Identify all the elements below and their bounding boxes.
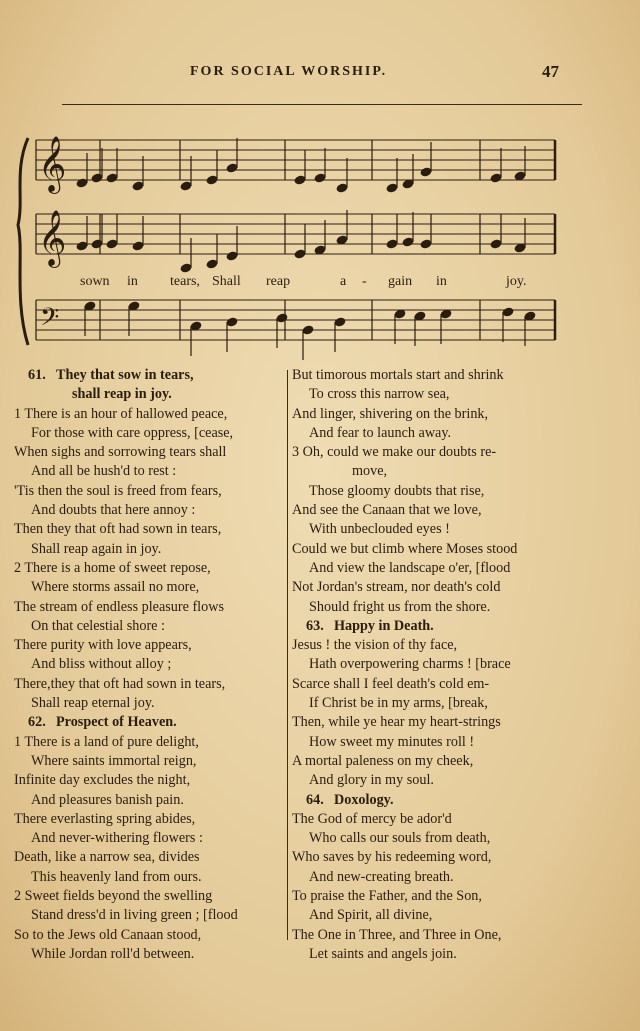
verse-line: Who calls our souls from death, — [309, 830, 491, 847]
verse-line: And glory in my soul. — [309, 772, 434, 789]
verse-line: Then they that oft had sown in tears, — [14, 521, 222, 538]
verse-line: move, — [352, 463, 388, 480]
treble-clef: 𝄞 — [38, 210, 67, 266]
verse-line: Then, while ye hear my heart-strings — [292, 714, 501, 731]
verse-line: And see the Canaan that we love, — [292, 502, 482, 519]
hymn-heading — [292, 617, 578, 636]
verse-line: And pleasures banish pain. — [31, 791, 184, 808]
verse-line: Scarce shall I feel death's cold em- — [292, 675, 490, 692]
verse-line: And never-withering flowers : — [31, 830, 203, 847]
hymn-heading — [292, 791, 578, 810]
hymn-heading — [14, 366, 284, 385]
hymn-title: Prospect of Heaven. — [56, 714, 177, 731]
verse-line: Hath overpowering charms ! [brace — [309, 656, 511, 673]
lyric-syllable: Shall — [212, 274, 241, 289]
verse-line: The One in Three, and Three in One, — [292, 926, 502, 943]
lyric-syllable: reap — [266, 274, 291, 289]
verse-line: For those with care oppress, [cease, — [31, 424, 234, 441]
lyric-syllable: gain — [388, 274, 413, 289]
verse-line: While Jordan roll'd between. — [31, 945, 195, 962]
verse-line: 3 Oh, could we make our doubts re- — [292, 444, 497, 461]
verse-line: Could we but climb where Moses stood — [292, 540, 518, 557]
verse-line: 1 There is an hour of hallowed peace, — [14, 405, 228, 422]
verse-line: And view the landscape o'er, [flood — [309, 559, 511, 576]
running-title: FOR SOCIAL WORSHIP. — [190, 64, 388, 79]
verse-line: And bliss without alloy ; — [31, 656, 172, 673]
bass-clef: 𝄢 — [40, 303, 60, 338]
hymn-title: Happy in Death. — [334, 617, 434, 634]
hymn-number: 63. — [306, 617, 324, 634]
verse-line: Who saves by his redeeming word, — [292, 849, 492, 866]
verse-line: And Spirit, all divine, — [309, 907, 433, 924]
verse-line: And new-creating breath. — [309, 868, 454, 885]
verse-line: 2 Sweet fields beyond the swelling — [14, 888, 213, 905]
left-column — [14, 366, 284, 964]
verse-line: shall reap in joy. — [72, 386, 172, 403]
lyric-syllable: - — [362, 274, 367, 289]
verse-line: Shall reap again in joy. — [31, 540, 162, 557]
verse-line: Where saints immortal reign, — [31, 752, 197, 769]
verse-line: With unbeclouded eyes ! — [309, 521, 450, 538]
verse-line: To praise the Father, and the Son, — [292, 888, 482, 905]
hymn-number: 64. — [306, 791, 324, 808]
verse-line: Those gloomy doubts that rise, — [309, 482, 485, 499]
hymn-number: 62. — [28, 714, 46, 731]
verse-line: Stand dress'd in living green ; [flood — [31, 907, 238, 924]
hymn-title: Doxology. — [334, 791, 394, 808]
verse-line: How sweet my minutes roll ! — [309, 733, 475, 750]
verse-line: And all be hush'd to rest : — [31, 463, 177, 480]
verse-line: The stream of endless pleasure flows — [14, 598, 224, 615]
verse-line: If Christ be in my arms, [break, — [309, 695, 488, 712]
verse-line: And fear to launch away. — [309, 424, 452, 441]
verse-line: A mortal paleness on my cheek, — [292, 752, 474, 769]
lyric-syllable: tears, — [170, 274, 200, 289]
column-divider — [287, 370, 288, 940]
verse-line: 2 There is a home of sweet repose, — [14, 559, 211, 576]
music-score — [0, 0, 640, 360]
verse-line: Let saints and angels join. — [309, 945, 457, 962]
verse-line: Jesus ! the vision of thy face, — [292, 637, 458, 654]
verse-line: There,they that oft had sown in tears, — [14, 675, 226, 692]
lyric-syllable: joy. — [506, 274, 527, 289]
treble-clef: 𝄞 — [38, 136, 67, 192]
verse-line: 'Tis then the soul is freed from fears, — [14, 482, 222, 499]
verse-line: There purity with love appears, — [14, 637, 192, 654]
verse-line: And linger, shivering on the brink, — [292, 405, 489, 422]
page-number: 47 — [542, 62, 559, 81]
verse-line: Death, like a narrow sea, divides — [14, 849, 200, 866]
verse-line: This heavenly land from ours. — [31, 868, 202, 885]
right-column — [292, 366, 578, 964]
hymn-title: They that sow in tears, — [56, 367, 194, 383]
verse-line: So to the Jews old Canaan stood, — [14, 926, 202, 943]
lyric-syllable: in — [436, 274, 447, 289]
verse-line: Infinite day excludes the night, — [14, 772, 191, 789]
verse-line: Where storms assail no more, — [31, 579, 200, 596]
brace — [18, 138, 28, 345]
verse-line: There everlasting spring abides, — [14, 810, 196, 827]
verse-line: On that celestial shore : — [31, 617, 165, 634]
verse-line: But timorous mortals start and shrink — [292, 367, 504, 383]
lyric-syllable: sown — [80, 274, 110, 289]
verse-line: The God of mercy be ador'd — [292, 810, 452, 827]
verse-line: 1 There is a land of pure delight, — [14, 733, 199, 750]
verse-line: Should fright us from the shore. — [309, 598, 491, 615]
verse-line: When sighs and sorrowing tears shall — [14, 444, 227, 461]
verse-line: Shall reap eternal joy. — [31, 695, 155, 712]
verse-line: And doubts that here annoy : — [31, 502, 196, 519]
lyric-syllable: a — [340, 274, 347, 289]
lyric-syllable: in — [127, 274, 138, 289]
hymn-heading — [14, 713, 284, 732]
hymn-number: 61. — [28, 367, 46, 383]
verse-line: Not Jordan's stream, nor death's cold — [292, 579, 501, 596]
verse-line: To cross this narrow sea, — [309, 386, 450, 403]
